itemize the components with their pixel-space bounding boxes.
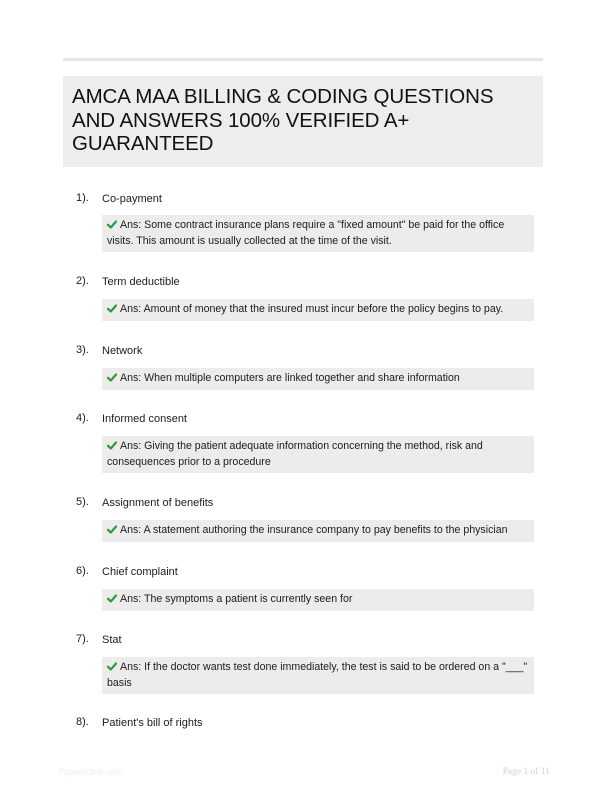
answer-box [102, 589, 534, 611]
answer-prefix: Ans: [120, 303, 142, 315]
check-icon [107, 304, 117, 313]
question-text: Chief complaint [102, 566, 178, 578]
question-text: Network [102, 345, 143, 357]
answer-prefix: Ans: [120, 440, 142, 452]
answer-prefix: Ans: [120, 524, 142, 536]
page-number: Page 1 of 11 [502, 767, 550, 777]
answer-text: Amount of money that the insured must incur before the policy begins to pay. [143, 303, 504, 315]
question-number: 8). [76, 716, 89, 728]
question-text: Assignment of benefits [102, 497, 214, 509]
answer-text: A statement authoring the insurance company to pay benefits to the physician [143, 524, 508, 536]
answer-text: If the doctor wants test done immediately, the test is said to be ordered on a "___" basis [107, 661, 528, 689]
question-text: Term deductible [102, 276, 180, 288]
answer-text: Giving the patient adequate information concerning the method, risk and consequences prior to a procedure [107, 440, 483, 468]
question-number: 6). [76, 565, 89, 577]
question-text: Co-payment [102, 193, 162, 205]
answer-text: When multiple computers are linked together and share information [144, 372, 460, 384]
document-title: AMCA MAA BILLING & CODING QUESTIONS AND ANSWERS 100% VERIFIED A+ GUARANTEED [72, 85, 494, 155]
answer-box [102, 436, 534, 473]
check-icon [107, 525, 117, 534]
check-icon [107, 441, 117, 450]
check-icon [107, 662, 117, 671]
answer-text: The symptoms a patient is currently seen for [143, 593, 353, 605]
question-number: 4). [76, 412, 89, 424]
answer-text: Some contract insurance plans require a "fixed amount" be paid for the office visits. This amount is usually collected at the time of the visit. [107, 219, 505, 247]
answer-box [102, 299, 534, 321]
answer-box [102, 368, 534, 390]
answer-box [102, 215, 534, 252]
answer-prefix: Ans: [120, 661, 142, 673]
answer-prefix: Ans: [120, 219, 142, 231]
answer-box [102, 520, 534, 542]
check-icon [107, 594, 117, 603]
question-number: 5). [76, 496, 89, 508]
question-text: Stat [102, 634, 122, 646]
question-number: 2). [76, 275, 89, 287]
question-number: 7). [76, 633, 89, 645]
question-text: Informed consent [102, 413, 187, 425]
question-number: 3). [76, 344, 89, 356]
answer-box [102, 657, 534, 694]
answer-prefix: Ans: [120, 372, 142, 384]
check-icon [107, 220, 117, 229]
question-text: Patient's bill of rights [102, 717, 203, 729]
question-number: 1). [76, 192, 89, 204]
answer-prefix: Ans: [120, 593, 142, 605]
watermark-text: Papers0bie.com [58, 767, 124, 777]
check-icon [107, 373, 117, 382]
